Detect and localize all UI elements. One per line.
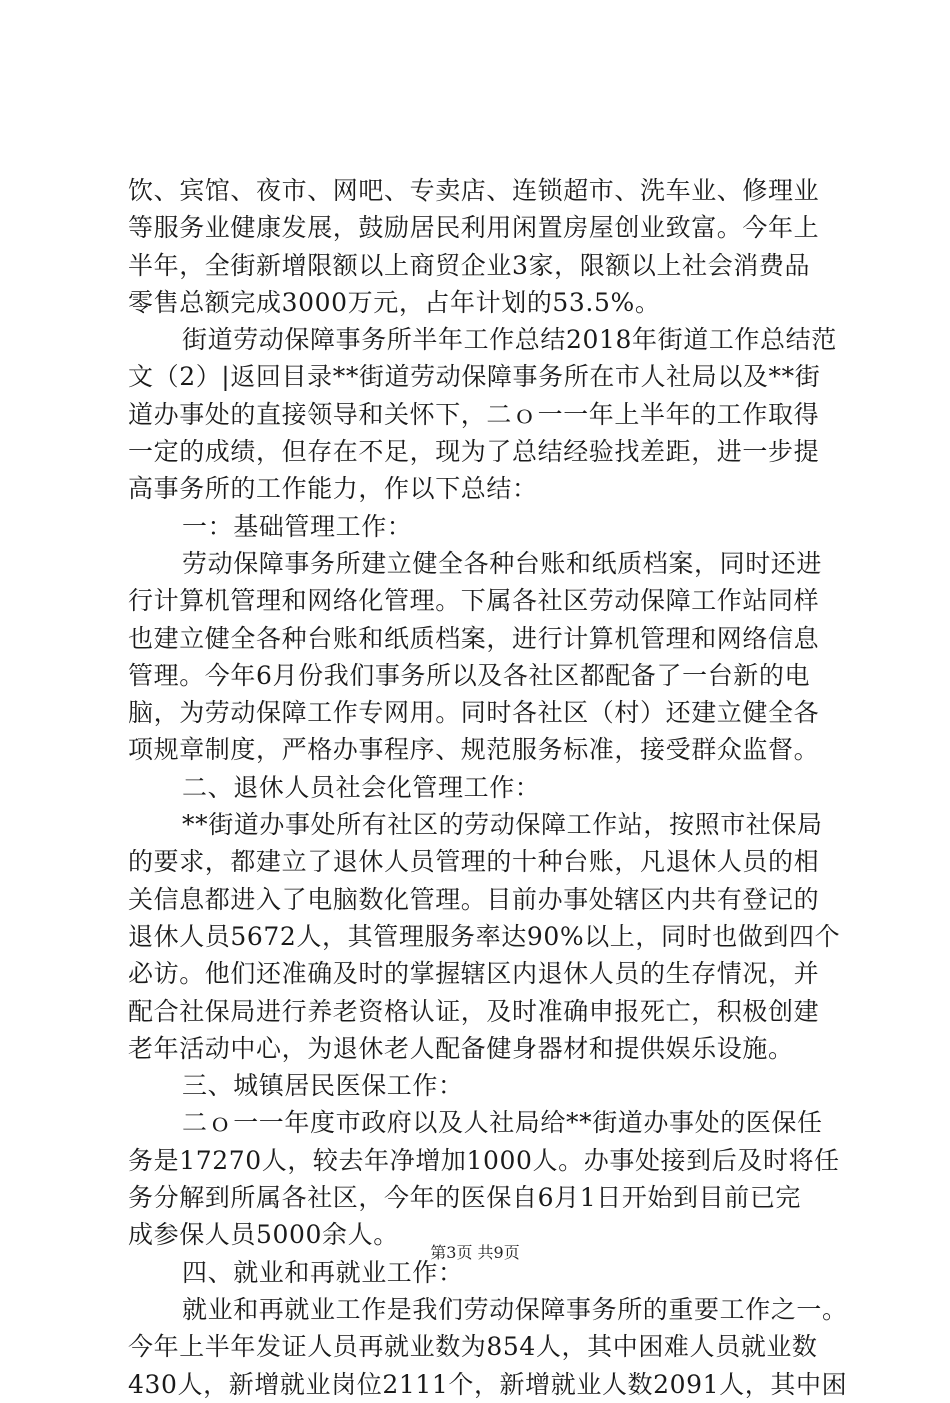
- page-number-footer: 第3页 共9页: [430, 1243, 520, 1262]
- text-line: 半年，全街新增限额以上商贸企业3家，限额以上社会消费品: [128, 250, 811, 280]
- document-body: [128, 172, 848, 1403]
- text-line: 一定的成绩，但存在不足，现为了总结经验找差距，进一步提: [128, 437, 820, 467]
- text-line: 退休人员5672人，其管理服务率达90%以上，同时也做到四个: [128, 921, 841, 951]
- paragraph-first-line: **街道办事处所有社区的劳动保障工作站，按照市社保局: [182, 810, 823, 840]
- text-line: 关信息都进入了电脑数化管理。目前办事处辖区内共有登记的: [128, 884, 820, 914]
- text-line: 今年上半年发证人员再就业数为854人，其中困难人员就业数: [128, 1332, 818, 1362]
- text-line: 脑，为劳动保障工作专网用。同时各社区（村）还建立健全各: [128, 698, 820, 728]
- text-line: 老年活动中心，为退休老人配备健身器材和提供娱乐设施。: [128, 1033, 794, 1063]
- text-line: 也建立健全各种台账和纸质档案，进行计算机管理和网络信息: [128, 623, 820, 653]
- paragraph-first-line: 街道劳动保障事务所半年工作总结2018年街道工作总结范: [182, 325, 837, 355]
- text-line: 必访。他们还准确及时的掌握辖区内退休人员的生存情况，并: [128, 959, 820, 989]
- text-line: 等服务业健康发展，鼓励居民利用闲置房屋创业致富。今年上: [128, 213, 820, 243]
- text-line: 成参保人员5000余人。: [128, 1220, 399, 1250]
- paragraph-first-line: 就业和再就业工作是我们劳动保障事务所的重要工作之一。: [182, 1294, 848, 1324]
- paragraph-first-line: 二ｏ一一年度市政府以及人社局给**街道办事处的医保任: [182, 1108, 823, 1138]
- text-line: 430人，新增就业岗位2111个，新增就业人数2091人，其中困: [128, 1369, 848, 1399]
- text-line: 行计算机管理和网络化管理。下属各社区劳动保障工作站同样: [128, 586, 820, 616]
- text-line: 务是17270人，较去年净增加1000人。办事处接到后及时将任: [128, 1145, 840, 1175]
- text-line: 配合社保局进行养老资格认证，及时准确申报死亡，积极创建: [128, 996, 820, 1026]
- text-line: 文（2）|返回目录**街道劳动保障事务所在市人社局以及**街: [128, 362, 821, 392]
- text-line: 的要求，都建立了退休人员管理的十种台账，凡退休人员的相: [128, 847, 820, 877]
- section-heading: 四、就业和再就业工作：: [182, 1257, 464, 1287]
- paragraph-first-line: 劳动保障事务所建立健全各种台账和纸质档案，同时还进: [182, 548, 823, 578]
- text-line: 务分解到所属各社区，今年的医保自6月1日开始到目前已完: [128, 1183, 802, 1213]
- text-line: 项规章制度，严格办事程序、规范服务标准，接受群众监督。: [128, 735, 820, 765]
- text-line: 高事务所的工作能力，作以下总结：: [128, 474, 538, 504]
- text-line: 道办事处的直接领导和关怀下，二ｏ一一年上半年的工作取得: [128, 399, 820, 429]
- section-heading: 一：基础管理工作：: [182, 511, 413, 541]
- section-heading: 三、城镇居民医保工作：: [182, 1071, 464, 1101]
- section-heading: 二、退休人员社会化管理工作：: [182, 772, 541, 802]
- text-line: 饮、宾馆、夜市、网吧、专卖店、连锁超市、洗车业、修理业: [128, 176, 820, 205]
- text-line: 管理。今年6月份我们事务所以及各社区都配备了一台新的电: [128, 660, 811, 690]
- text-line: 零售总额完成3000万元，占年计划的53.5%。: [128, 287, 661, 317]
